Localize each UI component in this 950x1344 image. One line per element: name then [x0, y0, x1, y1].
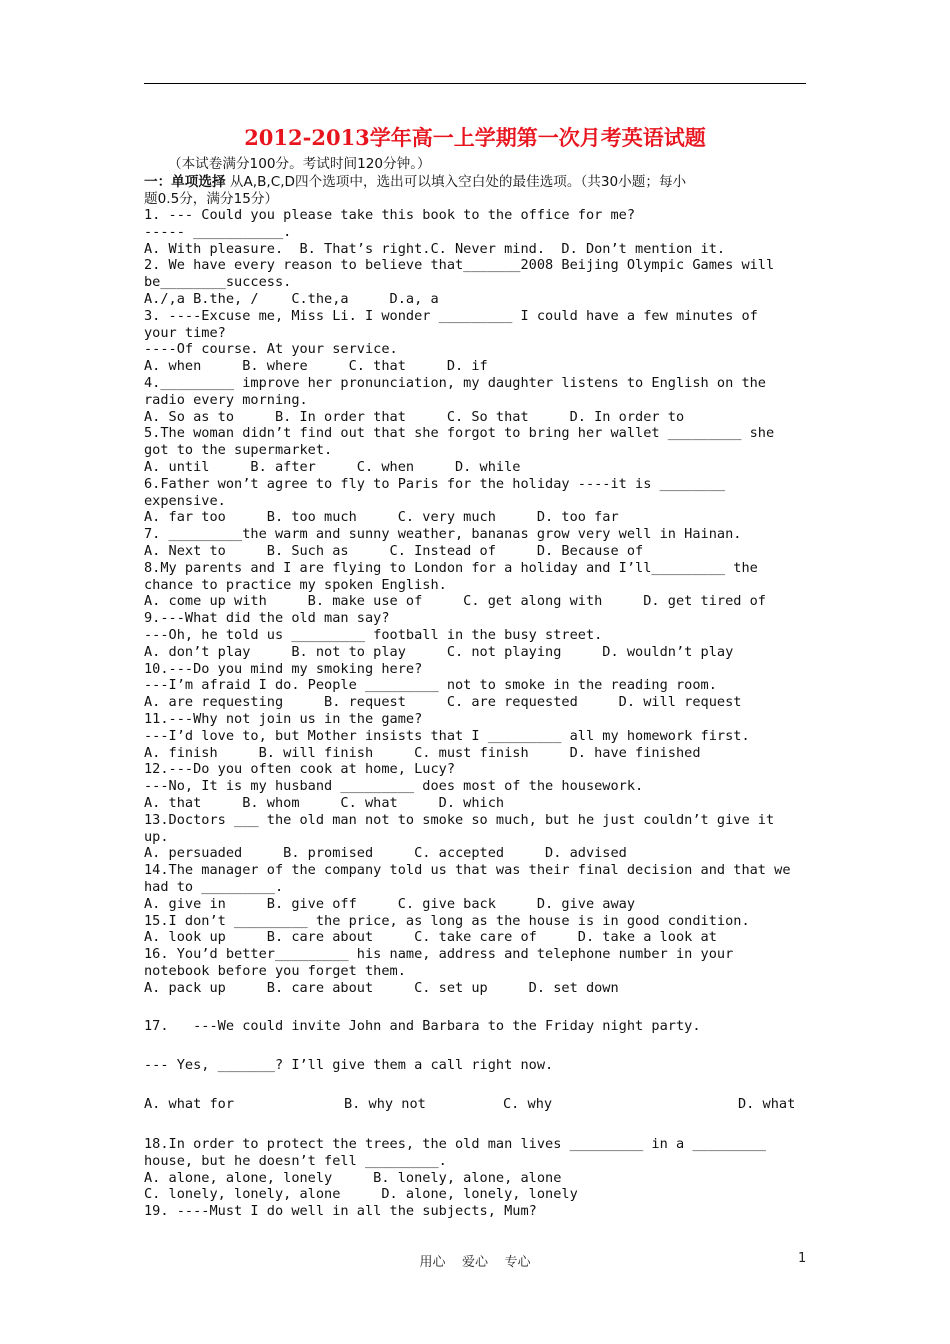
question-line: A. don’t play B. not to play C. not playing D. wouldn’t play — [144, 643, 734, 660]
question-line: A. alone, alone, lonely B. lonely, alone, alone — [144, 1169, 562, 1186]
question-line: A. give in B. give off C. give back D. give away — [144, 895, 636, 912]
section-label: 一：单项选择 — [144, 174, 226, 190]
question-line: A. Next to B. Such as C. Instead of D. Because of — [144, 543, 644, 559]
question-line: 16. You’d better_________ his name, address and telephone number in your — [144, 946, 734, 963]
question-line: A. So as to B. In order that C. So that D. In order to — [144, 408, 685, 425]
question-17-option-d: D. what — [738, 1096, 796, 1112]
question-17: 17. ---We could invite John and Barbara to the Friday night party. — [144, 1018, 701, 1034]
section-heading — [144, 174, 686, 191]
question-line: A. finish B. will finish C. must finish D. have finished — [144, 744, 701, 761]
question-17-option-a: A. what for — [144, 1096, 235, 1112]
question-line: A. With pleasure. B. That’s right.C. Never mind. D. Don’t mention it. — [144, 240, 726, 257]
question-line: 18.In order to protect the trees, the old man lives _________ in a _________ — [144, 1136, 766, 1152]
question-line: 9.---What did the old man say? — [144, 610, 390, 627]
question-line: A. when B. where C. that D. if — [144, 358, 488, 375]
question-line: 2. We have every reason to believe that_______2008 Beijing Olympic Games will — [144, 257, 775, 274]
question-line: ---Oh, he told us _________ football in the busy street. — [144, 627, 603, 643]
question-line: expensive. — [144, 492, 226, 509]
question-line: C. lonely, lonely, alone D. alone, lonely, lonely — [144, 1186, 578, 1203]
question-line: 12.---Do you often cook at home, Lucy? — [144, 761, 455, 778]
question-line: 1. --- Could you please take this book to the office for me? — [144, 207, 636, 223]
header-rule — [144, 83, 806, 84]
question-line: A. persuaded B. promised C. accepted D. advised — [144, 845, 627, 862]
question-line: radio every morning. — [144, 391, 308, 408]
page-number: 1 — [798, 1251, 807, 1266]
question-line: ---I’m afraid I do. People _________ not to smoke in the reading room. — [144, 677, 717, 694]
question-line: 15.I don’t _________ the price, as long as the house is in good condition. — [144, 912, 750, 929]
question-line: A. come up with B. make use of C. get along with D. get tired of — [144, 593, 766, 610]
section-instruction-cont: 题0.5分，满分15分） — [144, 191, 279, 207]
question-line: got to the supermarket. — [144, 442, 333, 459]
footer-motto: 用心 爱心 专心 — [419, 1255, 531, 1270]
question-17-option-c: C. why — [503, 1096, 553, 1112]
question-line: A. pack up B. care about C. set up D. set down — [144, 979, 619, 996]
question-line: 10.---Do you mind my smoking here? — [144, 660, 423, 677]
question-line: up. — [144, 828, 169, 845]
question-line: ---No, It is my husband _________ does most of the housework. — [144, 778, 644, 795]
exam-note: （本试卷满分100分。考试时间120分钟。） — [168, 156, 431, 172]
question-line: notebook before you forget them. — [144, 963, 406, 979]
question-line: chance to practice my spoken English. — [144, 576, 447, 593]
question-line: be________success. — [144, 274, 292, 291]
question-line: 14.The manager of the company told us that was their final decision and that we — [144, 862, 791, 879]
question-line: 19. ----Must I do well in all the subjects, Mum? — [144, 1203, 537, 1220]
question-17-reply: --- Yes, _______? I’ll give them a call right now. — [144, 1057, 554, 1073]
question-line: A. until B. after C. when D. while — [144, 459, 521, 475]
question-line: ---I’d love to, but Mother insists that I _________ all my homework first. — [144, 727, 750, 744]
question-line: had to _________. — [144, 879, 284, 895]
section-instruction: 从A,B,C,D四个选项中，选出可以填入空白处的最佳选项。（共30小题；每小 — [225, 174, 687, 190]
question-line: A. look up B. care about C. take care of D. take a look at — [144, 929, 717, 946]
question-line: 3. ----Excuse me, Miss Li. I wonder _________ I could have a few minutes of — [144, 307, 758, 324]
question-line: 8.My parents and I are flying to London for a holiday and I’ll_________ the — [144, 559, 758, 576]
question-line: 4._________ improve her pronunciation, my daughter listens to English on the — [144, 375, 766, 391]
question-line: house, but he doesn’t fell _________. — [144, 1152, 447, 1169]
question-line: A. far too B. too much C. very much D. too far — [144, 509, 619, 526]
question-line: ----Of course. At your service. — [144, 341, 398, 358]
question-line: 5.The woman didn’t find out that she forgot to bring her wallet _________ she — [144, 425, 775, 442]
question-17-option-b: B. why not — [344, 1096, 426, 1112]
question-line: A. are requesting B. request C. are requested D. will request — [144, 694, 742, 711]
question-line: 11.---Why not join us in the game? — [144, 711, 423, 727]
question-line: 13.Doctors ___ the old man not to smoke so much, but he just couldn’t give it — [144, 811, 775, 828]
question-line: A./,a B.the, / C.the,a D.a, a — [144, 291, 439, 307]
question-line: 7. _________the warm and sunny weather, bananas grow very well in Hainan. — [144, 526, 742, 543]
question-line: 6.Father won’t agree to fly to Paris for the holiday ----it is ________ — [144, 475, 726, 492]
question-line: ----- ___________. — [144, 223, 292, 240]
question-line: your time? — [144, 324, 226, 341]
document-title: 2012-2013学年高一上学期第一次月考英语试题 — [244, 125, 706, 150]
question-line: A. that B. whom C. what D. which — [144, 795, 505, 811]
